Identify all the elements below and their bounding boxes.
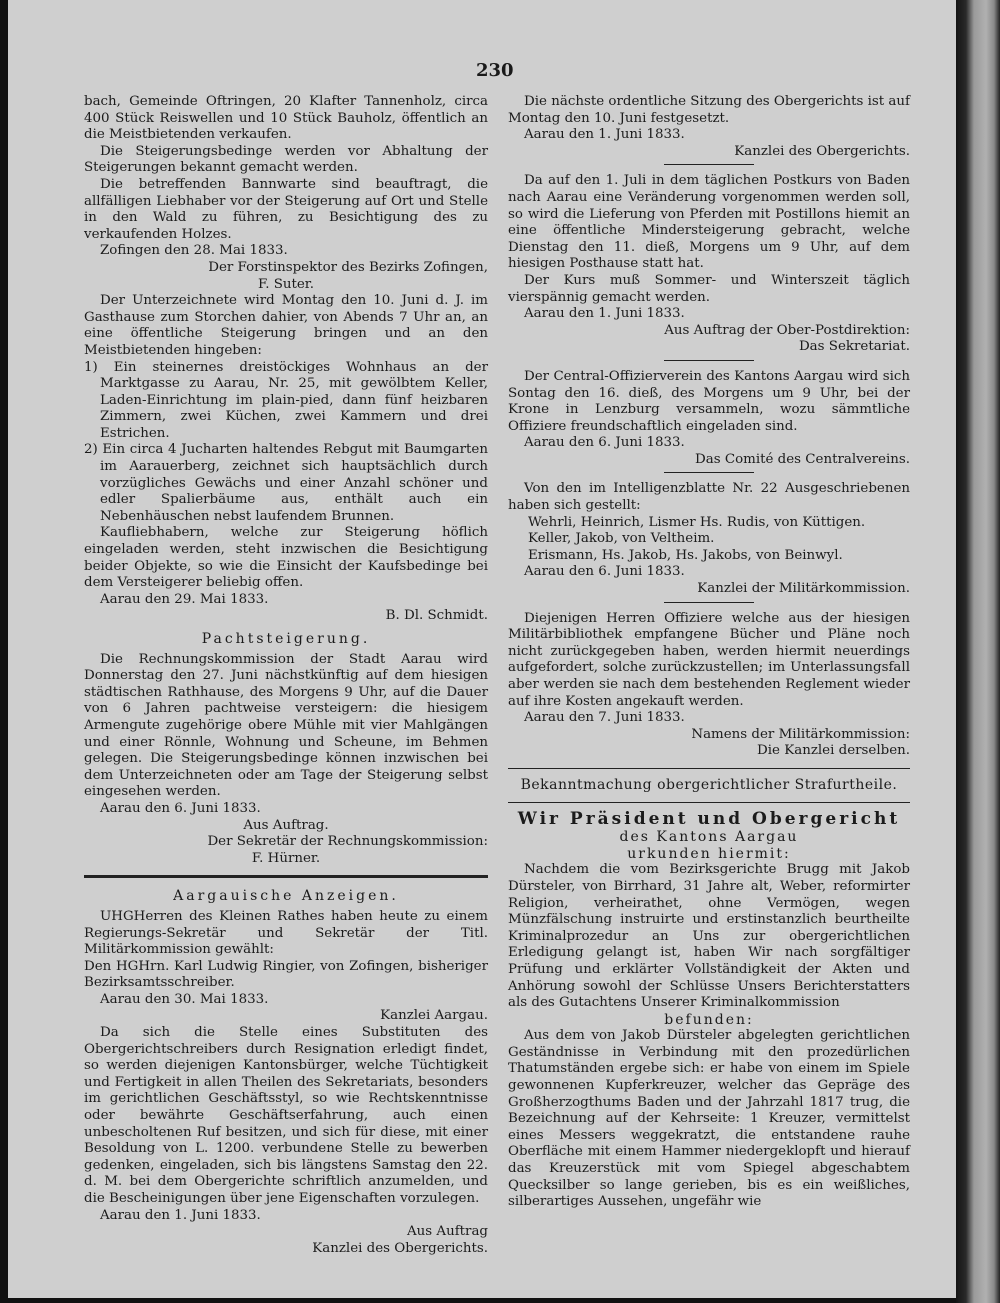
text-line: Der Kurs muß Sommer- und Winterszeit täglich vierspännig gemacht werden. <box>508 272 910 305</box>
list-item: Wehrli, Heinrich, Lismer Hs. Rudis, von Küttigen. <box>528 514 866 530</box>
text-line: Kaufliebhabern, welche zur Steigerung höflich eingeladen werden, steht inzwischen die Besichtigung beider Objekte, so wie die Einsicht der Kaufsbedinge bei dem Versteigerer beliebig offen. <box>84 525 488 591</box>
signature: Das Sekretariat. <box>798 339 910 355</box>
text-line: Der Central-Offizierverein des Kantons Aargau wird sich Sontag den 16. dieß, des Morgens um 9 Uhr, bei der Krone in Lenzburg versammeln, wozu sämmtliche Offiziere freundschaftlich eingeladen sind. <box>508 368 910 434</box>
decree-subtitle: des Kantons Aargau <box>619 829 799 846</box>
divider <box>508 802 910 803</box>
section-divider <box>84 875 488 878</box>
signature: Kanzlei des Obergerichts. <box>734 143 910 159</box>
notice-court-verdicts <box>508 777 910 1211</box>
signature: Der Forstinspektor des Bezirks Zofingen, <box>208 259 488 275</box>
appointee-name: Den HGHrn. Karl Ludwig Ringier, von Zofingen, bisheriger Bezirksamtsschreiber. <box>84 958 488 991</box>
signature: Namens der Militärkommission: <box>691 726 910 742</box>
signature: Aus Auftrag <box>406 1224 488 1240</box>
divider <box>664 602 754 603</box>
notice-date: Aarau den 29. Mai 1833. <box>100 591 269 607</box>
signature: Die Kanzlei derselben. <box>757 743 910 759</box>
left-column <box>84 94 488 1257</box>
notice-conscripts <box>508 481 910 597</box>
signature-name: B. Dl. Schmidt. <box>385 608 488 624</box>
page-edge <box>956 0 1000 1303</box>
text-line: Der Unterzeichnete wird Montag den 10. Juni d. J. im Gasthause zum Storchen dahier, von Abends 7 Uhr an, an eine öffentliche Steigerung bringen und an den Meistbietenden hingeben: <box>84 293 488 358</box>
signature: Der Sekretär der Rechnungskommission: <box>207 834 488 850</box>
notice-lease-auction <box>84 631 488 867</box>
notice-military-library <box>508 611 910 760</box>
notice-date: Aarau den 7. Juni 1833. <box>524 710 685 726</box>
list-item: Keller, Jakob, von Veltheim. <box>528 531 715 547</box>
notice-date: Aarau den 1. Juni 1833. <box>524 127 685 143</box>
signature: Aus Auftrag der Ober-Postdirektion: <box>664 322 910 338</box>
text-line: Da sich die Stelle eines Substituten des Obergerichtschreibers durch Resignation erledigt findet, so werden diejenigen Kantonsbürger, welche Tüchtigkeit und Fertigkeit in allen Theilen des Sekretariats, besonders im gerichtlichen Geschäftsstyl, so wie Rechtskenntnisse oder bewährte Geschäftserfahrung, auch einen unbescholtenen Ruf besitzen, und sich für diese, mit einer Besoldung von L. 1200. verbundene Stelle zu bewerben gedenken, eingeladen, sich bis längstens Samstag den 22. d. M. bei dem Obergerichte schriftlich anzumelden, und die Bescheinigungen über jene Eigenschaften vorzulegen. <box>84 1025 488 1206</box>
notice-date: Aarau den 30. Mai 1833. <box>100 991 269 1007</box>
section-heading: Pachtsteigerung. <box>201 631 371 647</box>
page-number: 230 <box>476 60 514 81</box>
text-line: Die Rechnungskommission der Stadt Aarau wird Donnerstag den 27. Juni nächstkünftig auf dem hiesigen städtischen Rathhause, des Morgens 9 Uhr, auf die Dauer von 6 Jahren pachtweise versteigern: die hiesigem Armengute zugehörige obere Mühle mit vier Mahlgängen und einer Rönnle, Wohnung und Scheune, im Behmen gelegen. Die Steigerungsbedinge können inzwischen bei dem Unterzeichneten oder am Tage der Steigerung selbst eingesehen werden. <box>84 651 488 800</box>
notice-date: Zofingen den 28. Mai 1833. <box>100 243 288 259</box>
list-item: 2) Ein circa 4 Jucharten haltendes Rebgut mit Baumgarten im Aarauerberg, zeichnet sich hauptsächlich durch vorzügliches Gewächs und einer Anzahl schöner und edler Spalierbäume aus, enthält auch ein Nebenhäuschen nebst laufendem Brunnen. <box>84 442 488 524</box>
divider <box>664 164 754 165</box>
right-column <box>508 94 910 1211</box>
notice-officer-association <box>508 369 910 469</box>
section-heading: Aargauische Anzeigen. <box>173 888 399 905</box>
notice-date: Aarau den 1. Juni 1833. <box>100 1207 261 1223</box>
text-line: Diejenigen Herren Offiziere welche aus der hiesigen Militärbibliothek empfangene Bücher und Pläne noch nicht zurückgegeben haben, werden hiermit neuerdings aufgefordert, solche zurückzustellen; im Unterlassungsfall aber werden sie nach dem bestehenden Reglement wieder auf ihre Kosten angekauft werden. <box>508 610 910 709</box>
notice-aargau-announcement <box>84 888 488 1025</box>
list-item: Erismann, Hs. Jakob, Hs. Jakobs, von Beinwyl. <box>528 547 843 563</box>
signature: Kanzlei Aargau. <box>380 1008 488 1024</box>
decree-subheading: befunden: <box>664 1011 754 1028</box>
text-line: bach, Gemeinde Oftringen, 20 Klafter Tannenholz, circa 400 Stück Reiswellen und 10 Stück Bauholz, öffentlich an die Meistbietenden verkaufen. <box>84 94 488 143</box>
notice-date: Aarau den 6. Juni 1833. <box>100 800 261 816</box>
text-line: Die nächste ordentliche Sitzung des Obergerichts ist auf Montag den 10. Juni festgesetzt. <box>508 94 910 126</box>
signature: Kanzlei der Militärkommission. <box>697 581 910 597</box>
item-list <box>84 360 488 526</box>
divider <box>664 472 754 473</box>
divider <box>664 360 754 361</box>
text-line: Nachdem die vom Bezirksgerichte Brugg mit Jakob Dürsteler, von Birrhard, 31 Jahre alt, Weber, reformirter Religion, verheirathet, ohne Vermögen, wegen Münzfälschung instruirte und erstinstanzlich beurtheilte Kriminalprozedur an Uns zur obergerichtlichen Erledigung gelangt ist, haben Wir nach sorgfältiger Prüfung und erklärter Vollständigkeit der Akten und Anhörung sowohl der Schlüsse Unsers Berichterstatters als des Gutachtens Unserer Kriminalkommission <box>508 862 910 1011</box>
list-item: 1) Ein steinernes dreistöckiges Wohnhaus an der Marktgasse zu Aarau, Nr. 25, mit gewölbtem Keller, Laden-Einrichtung im plain-pied, dann fünf heizbaren Zimmern, zwei Küchen, zwei Kammern und drei Estrichen. <box>84 359 488 441</box>
signature: Das Comité des Centralvereins. <box>694 451 910 467</box>
signature: Kanzlei des Obergerichts. <box>312 1240 488 1256</box>
signature-name: F. Suter. <box>257 276 314 292</box>
notice-court-session <box>508 94 910 160</box>
notice-wood-sale <box>84 94 488 293</box>
notice-date: Aarau den 6. Juni 1833. <box>524 564 685 580</box>
notice-date: Aarau den 6. Juni 1833. <box>524 435 685 451</box>
name-list <box>508 515 910 565</box>
decree-title: Wir Präsident und Obergericht <box>517 808 901 829</box>
notice-date: Aarau den 1. Juni 1833. <box>524 306 685 322</box>
signature: Aus Auftrag. <box>243 817 329 833</box>
notice-house-auction <box>84 293 488 625</box>
text-line: Die Steigerungsbedinge werden vor Abhaltung der Steigerungen bekannt gemacht werden. <box>84 143 488 176</box>
text-line: UHGHerren des Kleinen Rathes haben heute zu einem Regierungs-Sekretär und Sekretär der Titl. Militärkommission gewählt: <box>84 908 488 958</box>
text-line: Die betreffenden Bannwarte sind beauftragt, die allfälligen Liebhaber vor der Steigerung auf Ort und Stelle in den Wald zu führen, zu Besichtigung des zu verkaufenden Holzes. <box>84 176 488 242</box>
section-heading: Bekanntmachung obergerichtlicher Strafurtheile. <box>520 776 898 793</box>
text-line: Von den im Intelligenzblatte Nr. 22 Ausgeschriebenen haben sich gestellt: <box>508 481 910 514</box>
notice-postal-course <box>508 173 910 356</box>
notice-substitute-position <box>84 1025 488 1257</box>
newspaper-page <box>8 0 956 1298</box>
text-line: Da auf den 1. Juli in dem täglichen Postkurs von Baden nach Aarau eine Veränderung vorgenommen werden soll, so wird die Lieferung von Pferden mit Postillons hiemit an eine öffentliche Mindersteigerung gebracht, welche Dienstag den 11. dieß, Morgens um 9 Uhr, auf dem hiesigen Posthause statt hat. <box>508 173 910 272</box>
text-line: Aus dem von Jakob Dürsteler abgelegten gerichtlichen Geständnisse in Verbindung mit den prozedürlichen Thatumständen ergebe sich: er habe von einem im Spiele gewonnenen Kupferkreuzer, welcher das Gepräge des Großherzogthums Baden und der Jahrzahl 1817 trug, die Bezeichnung auf der Kehrseite: 1 Kreuzer, vermittelst eines Messers weggekratzt, die entstandene rauhe Oberfläche mit einem Hammer niedergeklopft und hierauf das Kreuzerstück mit vom Spiegel abgeschabtem Quecksilber so lange gerieben, bis es ein weißliches, silberartiges Aussehen, ungefähr wie <box>508 1028 910 1210</box>
section-divider <box>508 768 910 769</box>
decree-subtitle: urkunden hiermit: <box>627 845 791 862</box>
signature-name: F. Hürner. <box>251 850 321 866</box>
